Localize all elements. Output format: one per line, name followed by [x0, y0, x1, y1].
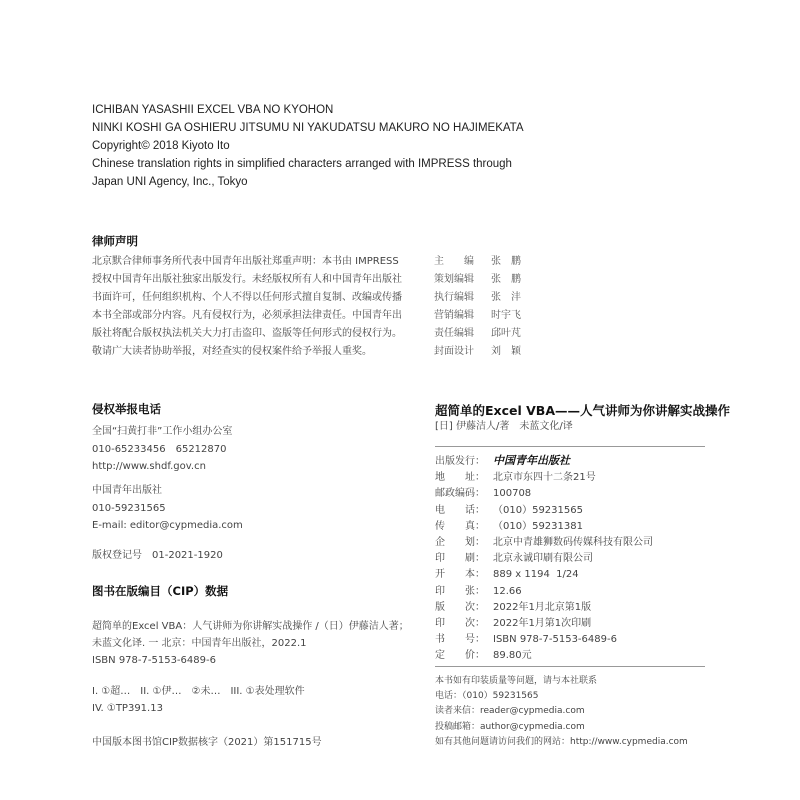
text-line: E-mail: editor@cypmedia.com	[92, 520, 243, 531]
credit-row	[434, 307, 521, 325]
book-title: 超简单的Excel VBA——人气讲师为你讲解实战操作	[435, 403, 731, 418]
info-label: 企 划：	[435, 537, 485, 549]
credit-role: 执行编辑	[434, 292, 474, 303]
credit-name: 刘 颖	[491, 346, 521, 357]
info-row	[435, 453, 653, 470]
info-label: 地 址：	[435, 472, 485, 484]
credit-role: 责任编辑	[434, 328, 474, 339]
info-label: 开 本：	[435, 569, 485, 581]
report-title: 侵权举报电话	[92, 402, 161, 416]
cip-title: 图书在版编目（CIP）数据	[92, 584, 229, 598]
lawyer-statement-text	[92, 253, 402, 361]
english-rights-block	[92, 101, 524, 191]
credit-role: 营销编辑	[434, 310, 474, 321]
info-value: 北京永诚印刷有限公司	[493, 553, 593, 565]
info-row	[435, 648, 653, 664]
text-line: 版社将配合版权执法机关大力打击盗印、盗版等任何形式的侵权行为。	[92, 328, 402, 339]
text-line: 中国青年出版社	[92, 485, 162, 496]
info-row	[435, 519, 653, 535]
text-line: 010-59231565	[92, 502, 166, 514]
info-label: 版 次：	[435, 601, 485, 613]
text-line: 电话：（010）59231565	[435, 691, 539, 702]
text-line: 投稿邮箱：author@cypmedia.com	[435, 721, 585, 732]
info-value: （010）59231381	[493, 520, 583, 532]
credit-row	[434, 253, 521, 271]
text-line: 敬请广大读者协助举报，对经查实的侵权案件给予举报人重奖。	[92, 346, 372, 357]
info-value: 889 x 1194 1/24	[493, 569, 579, 581]
english-line: Japan UNI Agency, Inc., Tokyo	[92, 176, 248, 188]
text-line: 未蓝文化译. 一 北京：中国青年出版社，2022.1	[92, 638, 307, 649]
info-row	[435, 486, 653, 502]
text-line: I. ①超… II. ①伊… ②未… III. ①表处理软件	[92, 686, 305, 697]
info-row	[435, 584, 653, 600]
text-line: 010-65233456 65212870	[92, 443, 227, 455]
text-line: 本书如有印装质量等问题，请与本社联系	[435, 676, 598, 686]
info-row	[435, 535, 653, 551]
publisher-logo: 中国青年出版社	[493, 454, 570, 467]
text-line: 超简单的Excel VBA：人气讲师为你讲解实战操作 /（日）伊藤洁人著；	[92, 621, 409, 632]
publication-info	[435, 453, 653, 665]
english-line: Chinese translation rights in simplified characters arranged with IMPRESS through	[92, 158, 512, 170]
credit-row	[434, 289, 521, 307]
text-line: 全国“扫黄打非”工作小组办公室	[92, 426, 233, 437]
credit-row	[434, 271, 521, 289]
info-value: 北京中青雄狮数码传媒科技有限公司	[493, 537, 653, 549]
credit-row	[434, 325, 521, 343]
credit-role: 策划编辑	[434, 274, 474, 285]
info-value: ISBN 978-7-5153-6489-6	[493, 634, 617, 646]
text-line: 读者来信：reader@cypmedia.com	[435, 706, 585, 717]
info-label: 邮政编码：	[435, 488, 485, 500]
english-line: Copyright© 2018 Kiyoto Ito	[92, 140, 230, 152]
info-value: 89.80元	[493, 650, 532, 662]
info-value: 100708	[493, 488, 532, 500]
cip-footer: 中国版本图书馆CIP数据核字（2021）第151715号	[92, 737, 322, 748]
text-line: 本书全部或部分内容。凡有侵权行为，必须承担法律责任。中国青年出	[92, 310, 402, 321]
credit-role: 主 编	[434, 256, 474, 267]
info-label: 传 真：	[435, 520, 485, 532]
text-line: 书面许可，任何组织机构、个人不得以任何形式擅自复制、改编或传播	[92, 292, 402, 303]
text-line: ISBN 978-7-5153-6489-6	[92, 655, 216, 666]
credit-name: 张 鹏	[491, 274, 521, 285]
english-line: NINKI KOSHI GA OSHIERU JITSUMU NI YAKUDATSU MAKURO NO HAJIMEKATA	[92, 122, 524, 134]
text-line: 授权中国青年出版社独家出版发行。未经版权所有人和中国青年出版社	[92, 274, 402, 285]
info-value: 12.66	[493, 585, 522, 597]
info-row	[435, 567, 653, 583]
credit-name: 时宇飞	[491, 310, 521, 321]
divider	[435, 666, 705, 667]
english-line: ICHIBAN YASASHII EXCEL VBA NO KYOHON	[92, 104, 334, 116]
info-label: 印 刷：	[435, 553, 485, 565]
credit-name: 张 鹏	[491, 256, 521, 267]
book-author: [日] 伊藤洁人/著 未蓝文化/译	[435, 421, 573, 432]
info-value: 2022年1月北京第1版	[493, 601, 592, 613]
text-line: IV. ①TP391.13	[92, 703, 163, 714]
text-line: 如有其他问题请访问我们的网站：http://www.cypmedia.com	[435, 736, 688, 747]
info-row	[435, 616, 653, 632]
info-value: （010）59231565	[493, 504, 583, 516]
report-group-2	[92, 482, 243, 535]
info-label: 定 价：	[435, 650, 485, 662]
info-label: 出版发行：	[435, 456, 485, 467]
copyright-registration: 版权登记号 01-2021-1920	[92, 550, 223, 561]
info-label: 书 号：	[435, 634, 485, 646]
text-line: http://www.shdf.gov.cn	[92, 461, 206, 472]
cip-group-1	[92, 618, 409, 669]
contact-info	[435, 674, 688, 750]
credit-name: 张 沣	[491, 292, 521, 303]
info-row	[435, 551, 653, 567]
info-value: 2022年1月第1次印刷	[493, 618, 592, 630]
info-label: 印 次：	[435, 618, 485, 630]
credit-row	[434, 343, 521, 361]
lawyer-statement-title: 律师声明	[92, 234, 138, 248]
info-value: 北京市东四十二条21号	[493, 472, 596, 484]
info-row	[435, 470, 653, 486]
text-line: 北京默合律师事务所代表中国青年出版社郑重声明：本书由 IMPRESS	[92, 256, 399, 267]
credit-role: 封面设计	[434, 346, 474, 357]
info-label: 印 张：	[435, 585, 485, 597]
credit-name: 邱叶芃	[491, 328, 521, 339]
info-row	[435, 600, 653, 616]
cip-group-2	[92, 683, 305, 717]
report-group-1	[92, 423, 232, 476]
info-label: 电 话：	[435, 504, 485, 516]
info-row	[435, 632, 653, 648]
credits-list	[434, 253, 521, 361]
info-row	[435, 503, 653, 519]
divider	[435, 446, 705, 447]
